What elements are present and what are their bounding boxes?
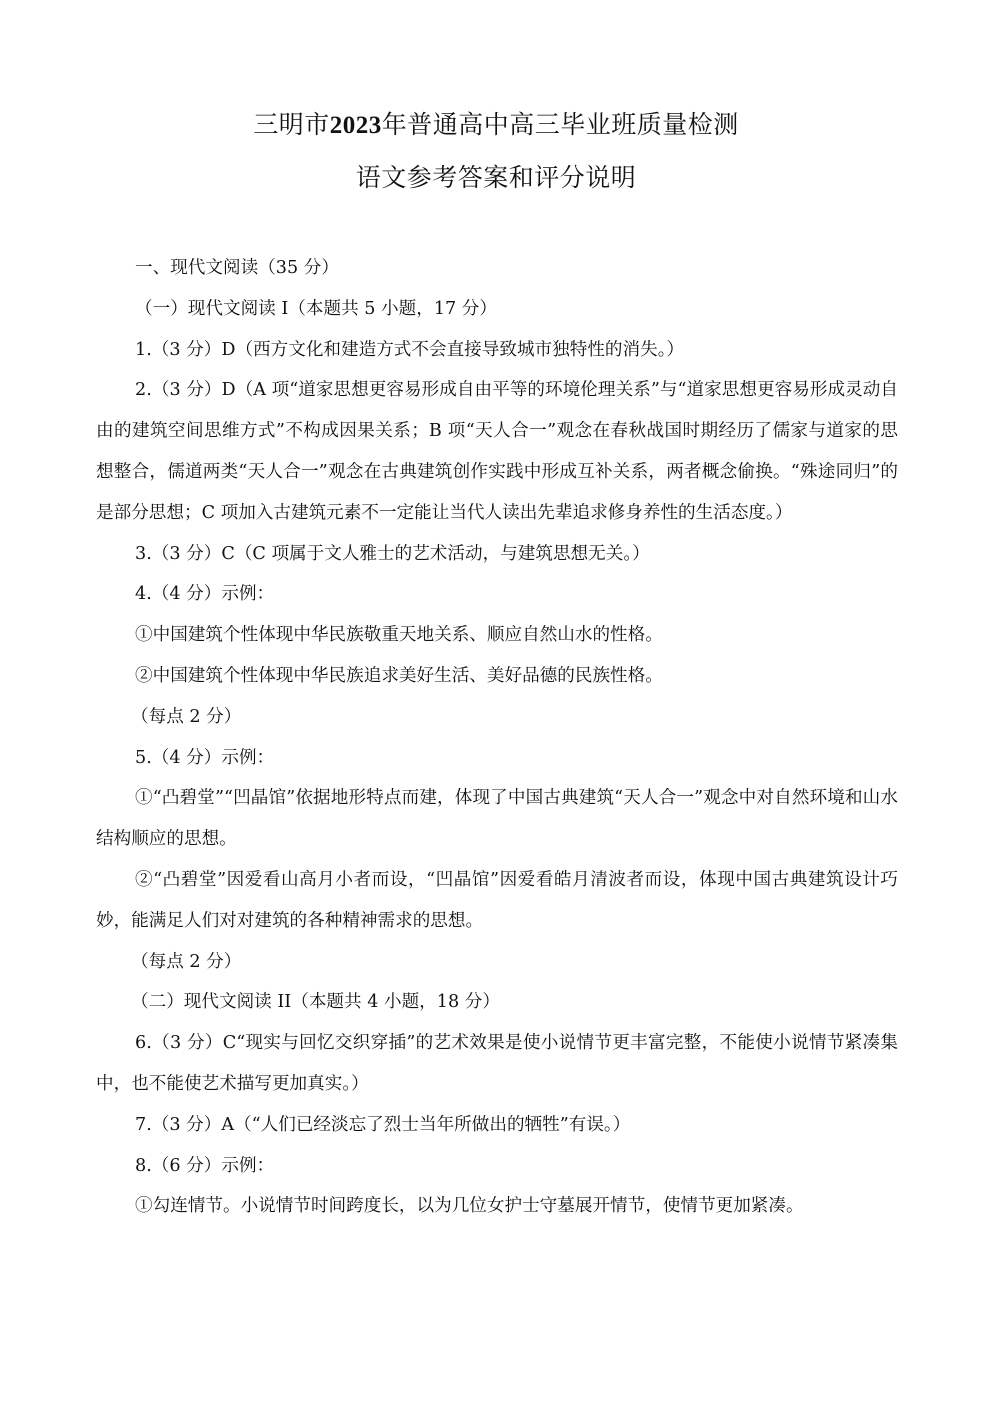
answer-q4: 4.（4 分）示例： [135,584,275,605]
document-subtitle: 语文参考答案和评分说明 [355,163,637,192]
answer-content [96,248,898,1227]
answer-q6: 6.（3 分）C“现实与回忆交织穿插”的艺术效果是使小说情节更丰富完整，不能使小说情节紧凑集中，也不能使艺术描写更加真实。） [96,1033,898,1094]
answer-q4-score-note: （每点 2 分） [131,706,242,727]
subsection-heading-reading-1: （一）现代文阅读 I（本题共 5 小题，17 分） [135,298,497,319]
answer-q3: 3.（3 分）C（C 项属于文人雅士的艺术活动，与建筑思想无关。） [135,543,650,564]
title-prefix: 三明市 [253,110,330,139]
answer-q8: 8.（6 分）示例： [135,1155,275,1176]
answer-q5-point-1: ①“凸碧堂”“凹晶馆”依据地形特点而建，体现了中国古典建筑“天人合一”观念中对自然环境和山水结构顺应的思想。 [96,788,898,850]
answer-q5: 5.（4 分）示例： [135,747,275,768]
answer-q1: 1.（3 分）D（西方文化和建造方式不会直接导致城市独特性的消失。） [135,339,685,360]
answer-q7: 7.（3 分）A（“人们已经淡忘了烈士当年所做出的牺牲”有误。） [135,1114,631,1135]
title-year: 2023 [329,112,382,139]
answer-q4-point-1: ①中国建筑个性体现中华民族敬重天地关系、顺应自然山水的性格。 [135,625,663,646]
answer-q5-score-note: （每点 2 分） [131,951,242,972]
subsection-heading-reading-2: （二）现代文阅读 II（本题共 4 小题，18 分） [131,992,500,1013]
answer-q4-point-2: ②中国建筑个性体现中华民族追求美好生活、美好品德的民族性格。 [135,665,663,686]
title-suffix: 年普通高中高三毕业班质量检测 [381,110,739,139]
document-title [0,105,992,141]
section-heading-modern-reading: 一、现代文阅读（35 分） [135,258,339,278]
answer-q8-point-1: ①勾连情节。小说情节时间跨度长，以为几位女护士守墓展开情节，使情节更加紧凑。 [135,1196,804,1217]
answer-q2: 2.（3 分）D（A 项“道家思想更容易形成自由平等的环境伦理关系”与“道家思想更容易形成灵动自由的建筑空间思维方式”不构成因果关系；B 项“天人合一”观念在春秋战国时期经历了儒家与道家的思想整合，儒道两类“天人合一”观念在古典建筑创作实践中形成互补关系，两者概念偷换。“殊途同归”的是部分思想；C 项加入古建筑元素不一定能让当代人读出先辈追求修身养性的生活态度。） [96,380,898,523]
answer-q5-point-2: ②“凸碧堂”因爱看山高月小者而设，“凹晶馆”因爱看皓月清波者而设，体现中国古典建筑设计巧妙，能满足人们对对建筑的各种精神需求的思想。 [96,869,898,931]
